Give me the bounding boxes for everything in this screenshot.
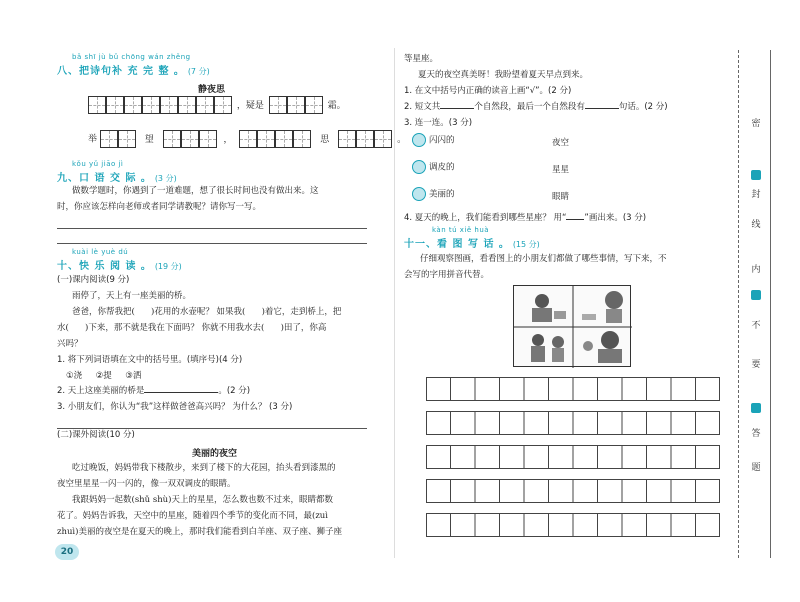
char-box[interactable]	[214, 96, 232, 114]
page-divider	[394, 48, 395, 558]
read2-q3: 3. 连一连。(3 分)	[404, 118, 473, 128]
char-box[interactable]	[287, 96, 305, 114]
seal-char: 题	[751, 463, 761, 473]
poem-text: ，	[223, 134, 233, 145]
char-box[interactable]	[269, 96, 287, 114]
sec11-text-1: 仔细观察图画，看看图上的小朋友们都做了哪些事情，写下来，不	[420, 254, 667, 264]
comic-picture	[513, 285, 631, 367]
seal-char: 封	[751, 190, 761, 200]
poem-text: 霜。	[327, 100, 346, 111]
poem-text: 思	[320, 134, 330, 145]
q2-text-b: 个自然段，最后一个自然段有	[474, 102, 585, 112]
answer-line[interactable]	[57, 243, 367, 244]
sec10-heading	[57, 257, 182, 272]
sec9-text-1: 做数学题时，你遇到了一道难题，想了很长时间也没有做出来。这	[72, 186, 319, 196]
read1-p3: 水( )下来，那不就是我在下面吗？ 你就不用我水去( )田了，你高	[57, 323, 327, 333]
sec11-title: 十一、看 图 写 话 。	[404, 239, 510, 250]
char-box[interactable]	[163, 130, 181, 148]
bee-icon	[412, 187, 426, 201]
read2-q1: 1. 在文中括号内正确的读音上画“√”。(2 分)	[404, 86, 572, 96]
char-box[interactable]	[142, 96, 160, 114]
q2-blank-1[interactable]	[440, 100, 474, 109]
sec11-pinyin: kàn tú xiě huà	[432, 226, 490, 234]
read2-p7: 夏天的夜空真美呀！我盼望着夏天早点到来。	[418, 70, 589, 80]
read1-p1: 雨停了，天上有一座美丽的桥。	[72, 291, 192, 301]
read2-label: (二)课外阅读(10 分)	[57, 430, 135, 440]
char-box[interactable]	[124, 96, 142, 114]
sec8-score: (7 分)	[187, 67, 210, 76]
q2-text: 2. 天上这座美丽的桥是	[57, 386, 145, 396]
bee-icon	[412, 133, 426, 147]
q2-tail: 。(2 分)	[218, 386, 251, 396]
q4-text-a: 4. 夏天的晚上，我们能看到哪些星座？ 用“	[404, 213, 567, 223]
char-box[interactable]	[275, 130, 293, 148]
sec11-heading	[404, 235, 540, 250]
q2-text-a: 2. 短文共	[404, 102, 441, 112]
sec10-title: 十、快 乐 阅 读 。	[57, 261, 152, 272]
match-left-3[interactable]	[412, 187, 455, 201]
read1-p2: 爸爸，你帮我把( )花用的水壶呢？ 如果我( )着它，走到桥上，把	[72, 307, 342, 317]
char-box[interactable]	[88, 96, 106, 114]
sec10-pinyin: kuài lè yuè dú	[72, 248, 129, 256]
char-box[interactable]	[196, 96, 214, 114]
char-box[interactable]	[239, 130, 257, 148]
char-box[interactable]	[178, 96, 196, 114]
seal-char: 不	[751, 321, 761, 331]
read2-p1: 吃过晚饭，妈妈带我下楼散步，来到了楼下的大花园，抬头看到漆黑的	[72, 463, 336, 473]
poem-row-1	[88, 96, 346, 114]
seal-char: 内	[751, 265, 761, 275]
sec8-title: 八、把诗句补 充 完 整 。	[57, 66, 185, 77]
page-number: 20	[60, 547, 74, 557]
match-left-label: 调皮的	[429, 162, 455, 173]
read2-q4	[404, 210, 646, 227]
poem-row-2	[88, 130, 406, 148]
margin-border	[770, 50, 771, 558]
seal-char: 答	[751, 429, 761, 439]
read2-q2	[404, 99, 668, 116]
seal-char: 要	[751, 360, 761, 370]
char-box[interactable]	[293, 130, 311, 148]
answer-line[interactable]	[57, 228, 367, 229]
match-left-2[interactable]	[412, 160, 455, 174]
read1-q1: 1. 将下列词语填在文中的括号里。(填序号)(4 分)	[57, 355, 243, 365]
seal-char: 密	[751, 119, 761, 129]
read1-q3: 3. 小朋友们，你认为“我”这样做爸爸高兴吗？ 为什么？ (3 分)	[57, 402, 293, 412]
seal-line	[738, 50, 739, 558]
read2-p4: 花了。妈妈告诉我，天空中的星座，随着四个季节的变化而不同，最(zuì	[57, 511, 328, 521]
sec11-score: (15 分)	[512, 240, 540, 249]
read2-title: 美丽的夜空	[192, 449, 238, 459]
seal-dot	[751, 290, 761, 300]
sec9-text-2: 时，你应该怎样向老师或者同学请教呢？请你写一写。	[57, 202, 262, 212]
char-box[interactable]	[181, 130, 199, 148]
q2-blank[interactable]	[144, 384, 218, 393]
sec9-score: (3 分)	[154, 174, 177, 183]
read2-p3: 我跟妈妈一起数(shǔ shù)天上的星星，怎么数也数不过来，眼睛都数	[72, 495, 333, 505]
page-number-badge	[55, 544, 79, 560]
match-right-2[interactable]: 星星	[552, 165, 570, 175]
match-left-label: 闪闪的	[429, 135, 455, 146]
poem-text: 举	[88, 134, 98, 145]
poem-title: 静夜思	[198, 85, 226, 95]
seal-dot	[751, 170, 761, 180]
q2-text-c: 句话。(2 分)	[618, 102, 668, 112]
sec9-pinyin: kǒu yǔ jiāo jì	[72, 160, 124, 168]
comic-svg	[514, 286, 632, 368]
poem-text: 。	[397, 134, 407, 145]
read2-p2: 夜空里星星一闪一闪的，像一双双调皮的眼睛。	[57, 479, 236, 489]
char-box[interactable]	[106, 96, 124, 114]
sec10-score: (19 分)	[154, 262, 182, 271]
match-right-1[interactable]: 夜空	[552, 138, 570, 148]
seal-dot	[751, 403, 761, 413]
read2-p5: zhuì)美丽的夜空是在夏天的晚上，那时我们能看到白羊座、双子座、狮子座	[57, 527, 342, 537]
char-box[interactable]	[199, 130, 217, 148]
q4-line-mark	[566, 211, 584, 220]
match-left-1[interactable]	[412, 133, 455, 147]
seal-char: 线	[751, 220, 761, 230]
sec8-heading	[57, 62, 210, 77]
char-box[interactable]	[100, 130, 118, 148]
poem-text: 望	[144, 134, 154, 145]
match-right-3[interactable]: 眼睛	[552, 192, 570, 202]
char-box[interactable]	[356, 130, 374, 148]
bee-icon	[412, 160, 426, 174]
writing-grid-svg	[426, 377, 720, 537]
read1-label: (一)课内阅读(9 分)	[57, 275, 130, 285]
sec11-text-2: 会写的字用拼音代替。	[404, 270, 490, 280]
char-box[interactable]	[257, 130, 275, 148]
char-box[interactable]	[338, 130, 356, 148]
sec9-title: 九、口 语 交 际 。	[57, 173, 152, 184]
q2-blank-2[interactable]	[585, 100, 619, 109]
q4-text-b: ”画出来。(3 分)	[584, 213, 647, 223]
read1-q1-options: ①浇 ②提 ③洒	[66, 371, 142, 381]
char-box[interactable]	[160, 96, 178, 114]
sec9-heading	[57, 169, 177, 184]
sec8-pinyin: bǎ shī jù bǔ chōng wán zhěng	[72, 53, 191, 61]
char-box[interactable]	[118, 130, 136, 148]
match-left-label: 美丽的	[429, 189, 455, 200]
read1-p4: 兴吗？	[57, 339, 83, 349]
char-box[interactable]	[305, 96, 323, 114]
writing-grid[interactable]	[426, 377, 720, 540]
read1-q2	[57, 383, 250, 400]
poem-text: ，疑是	[236, 100, 264, 111]
read2-p6: 等星座。	[404, 54, 439, 64]
char-box[interactable]	[374, 130, 392, 148]
